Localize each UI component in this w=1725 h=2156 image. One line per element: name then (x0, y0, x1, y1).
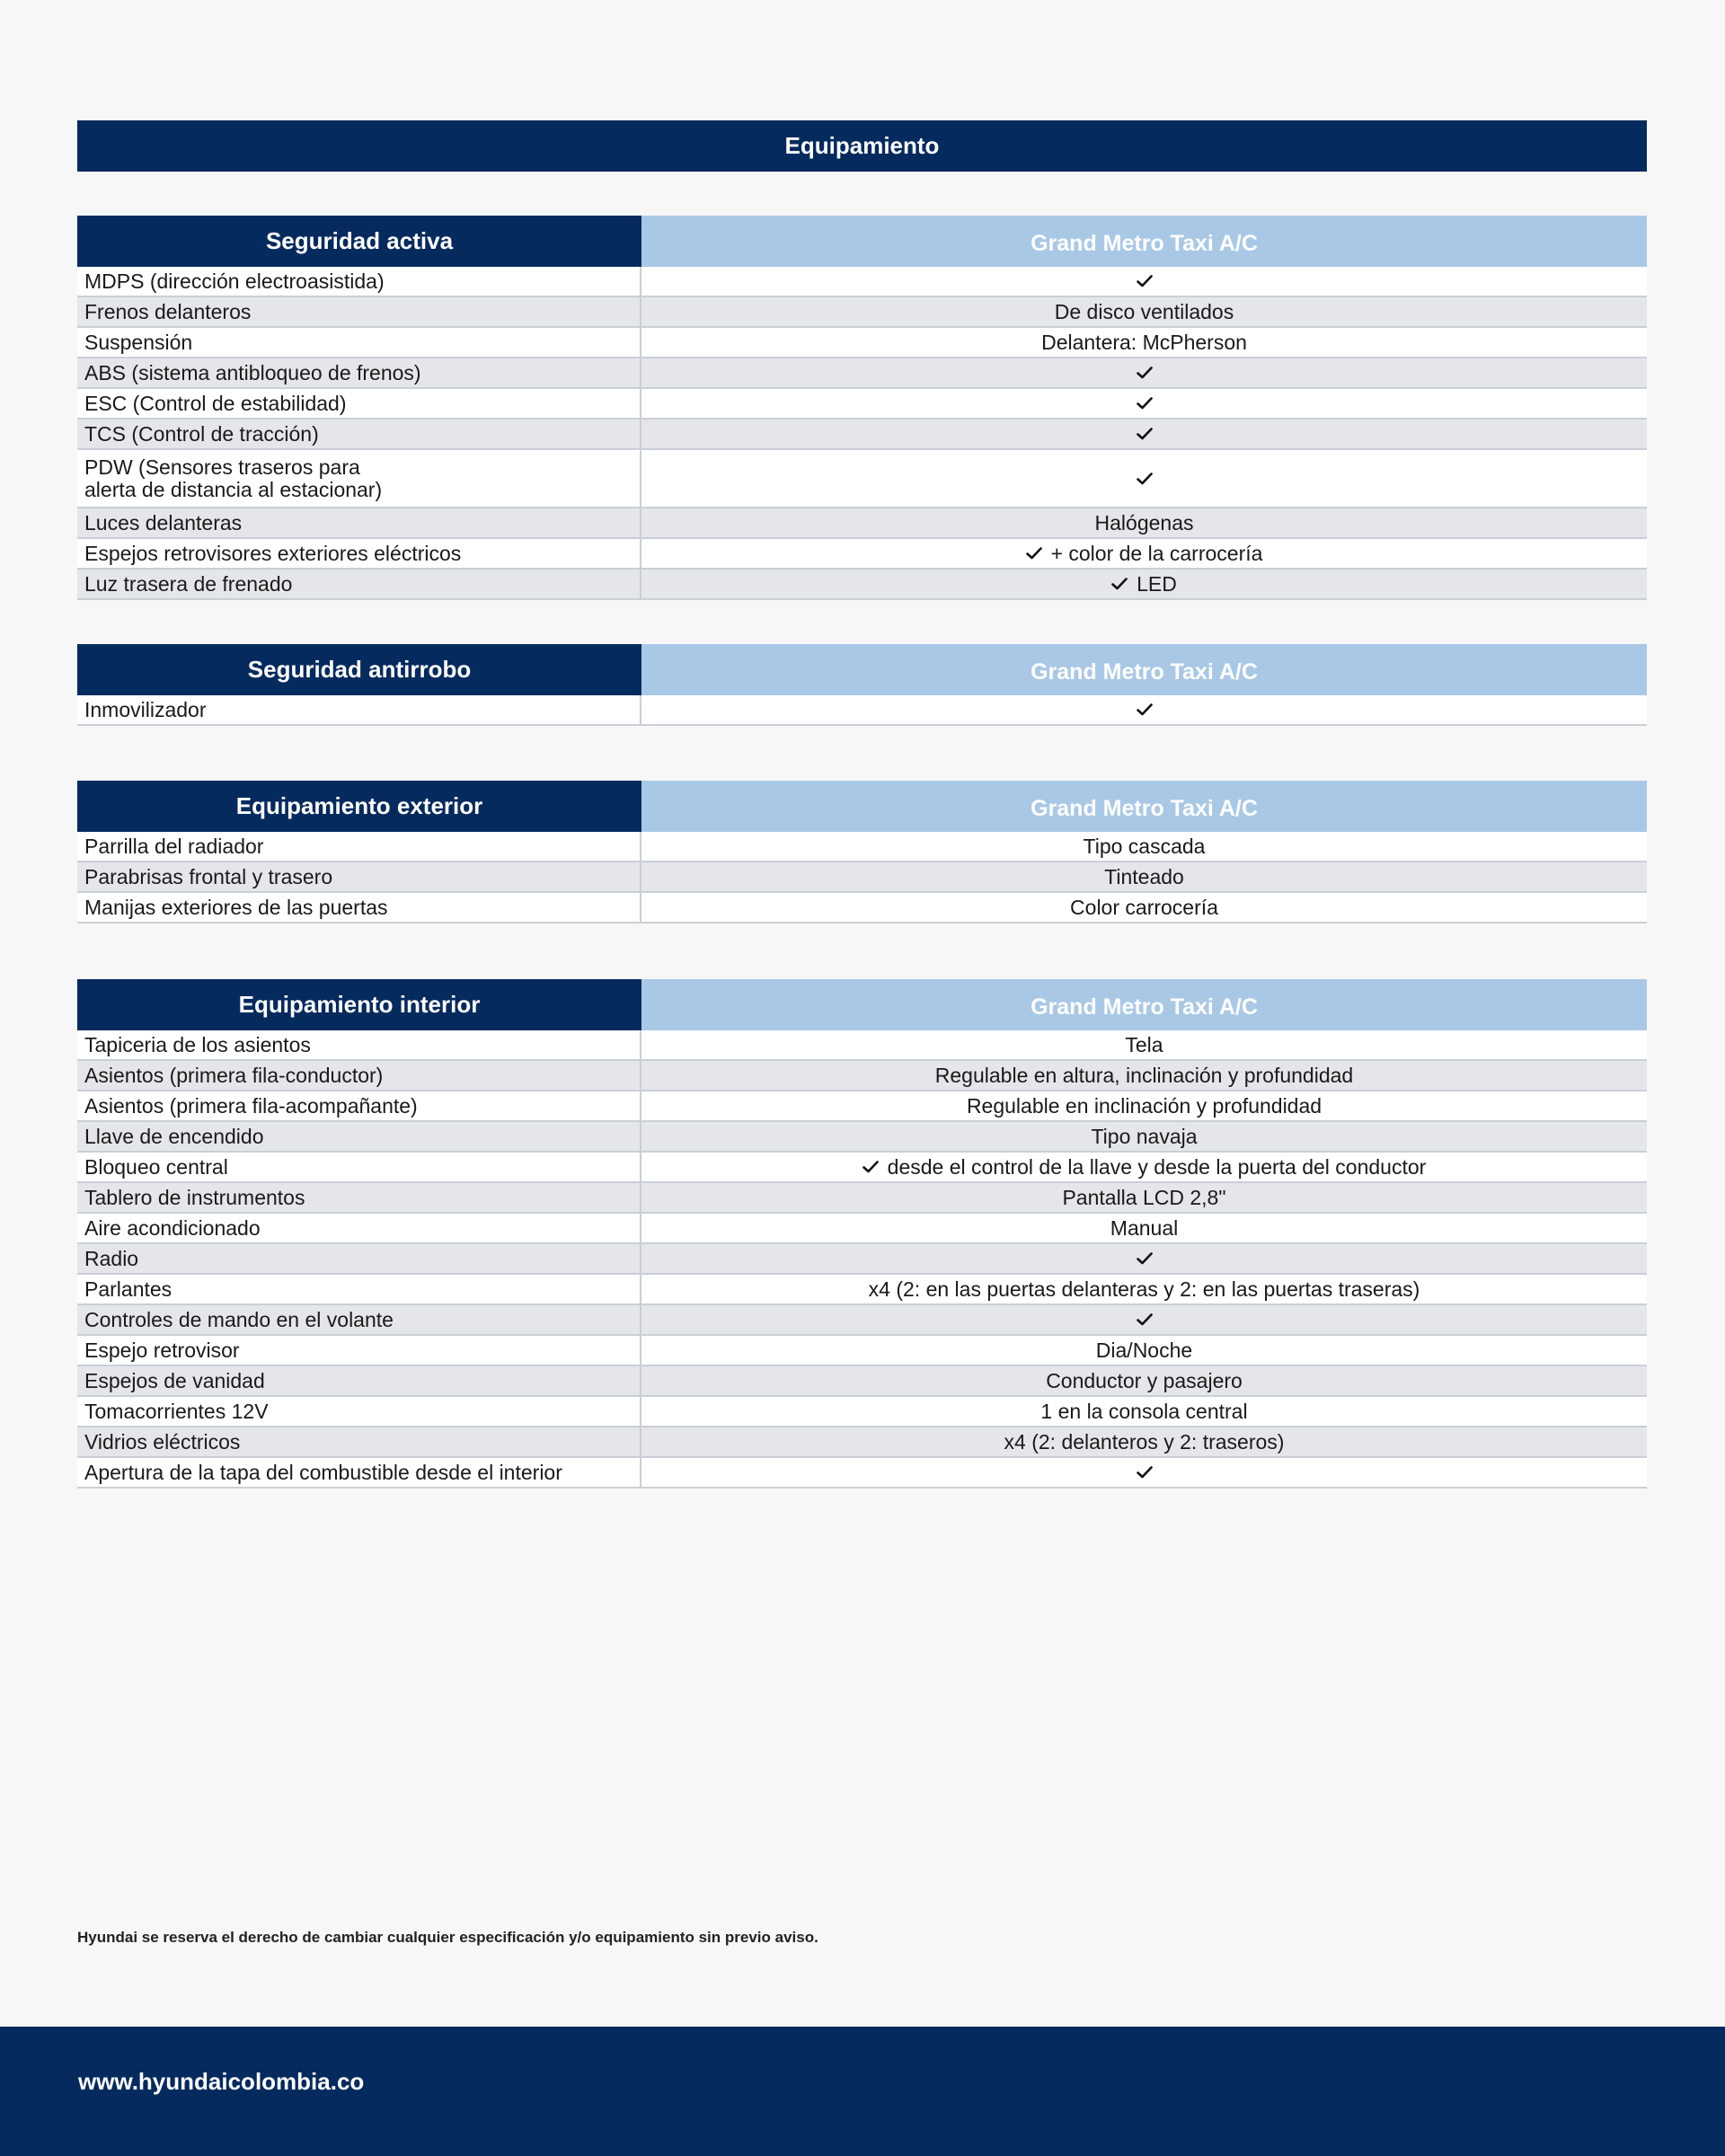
checkmark-icon (1111, 578, 1128, 590)
row-value-text: Dia/Noche (1095, 1338, 1193, 1362)
table-row (77, 1214, 1647, 1244)
row-label: Suspensión (77, 328, 641, 357)
row-value (641, 420, 1647, 448)
row-value (641, 1275, 1647, 1303)
row-value-text: Conductor y pasajero (1046, 1368, 1243, 1392)
checkmark-icon (1137, 428, 1153, 440)
row-value-text: x4 (2: delanteros y 2: traseros) (1004, 1429, 1285, 1454)
row-value (641, 539, 1647, 568)
table-row (77, 297, 1647, 328)
row-value-text: Regulable en altura, inclinación y profundidad (934, 1063, 1354, 1087)
row-label: Frenos delanteros (77, 297, 641, 326)
spec-table-body (77, 1030, 1647, 1489)
checkmark-icon (1137, 473, 1153, 485)
row-value (641, 862, 1647, 891)
row-value (641, 389, 1647, 418)
checkmark-icon (1137, 1313, 1153, 1326)
row-value-text: desde el control de la llave y desde la puerta del conductor (887, 1154, 1427, 1179)
table-row (77, 695, 1647, 726)
row-value (641, 1214, 1647, 1242)
row-label: Vidrios eléctricos (77, 1427, 641, 1456)
table-row (77, 1122, 1647, 1153)
row-label: Manijas exteriores de las puertas (77, 893, 641, 922)
row-value-text: x4 (2: en las puertas delanteras y 2: en las puertas traseras) (868, 1277, 1420, 1301)
table-row (77, 1366, 1647, 1397)
page-title: Equipamiento (77, 120, 1647, 172)
website-link[interactable]: www.hyundaicolombia.co (78, 2068, 365, 2095)
spec-table-header (77, 781, 1647, 832)
row-label: Espejos retrovisores exteriores eléctricos (77, 539, 641, 568)
row-value (641, 832, 1647, 861)
row-label: Parlantes (77, 1275, 641, 1303)
table-row (77, 1427, 1647, 1458)
row-label: Radio (77, 1244, 641, 1273)
row-value (641, 1122, 1647, 1151)
model-column-header: Grand Metro Taxi A/C (641, 644, 1647, 695)
checkmark-icon (1137, 275, 1153, 287)
spec-table-body (77, 695, 1647, 726)
row-label: Controles de mando en el volante (77, 1305, 641, 1334)
row-label: Luces delanteras (77, 508, 641, 537)
row-value (641, 1305, 1647, 1334)
row-value (641, 893, 1647, 922)
table-row (77, 1030, 1647, 1061)
row-value (641, 695, 1647, 724)
table-row (77, 570, 1647, 600)
row-value (641, 1244, 1647, 1273)
row-label: Parabrisas frontal y trasero (77, 862, 641, 891)
spec-table-header (77, 216, 1647, 267)
row-value (641, 1183, 1647, 1212)
row-value-text: Delantera: McPherson (1041, 330, 1247, 354)
row-label: Asientos (primera fila-acompañante) (77, 1091, 641, 1120)
row-label: ABS (sistema antibloqueo de frenos) (77, 358, 641, 387)
spec-table-header (77, 979, 1647, 1030)
table-row (77, 1397, 1647, 1427)
table-row (77, 1336, 1647, 1366)
row-value-text: Pantalla LCD 2,8" (1062, 1185, 1226, 1209)
row-value (641, 267, 1647, 296)
table-row (77, 1244, 1647, 1275)
row-value (641, 508, 1647, 537)
table-row (77, 1275, 1647, 1305)
row-value (641, 297, 1647, 326)
table-row (77, 420, 1647, 450)
row-value (641, 328, 1647, 357)
row-label: Apertura de la tapa del combustible desde el interior (77, 1458, 641, 1487)
row-label: MDPS (dirección electroasistida) (77, 267, 641, 296)
row-value (641, 1030, 1647, 1059)
row-label: Parrilla del radiador (77, 832, 641, 861)
row-label: Asientos (primera fila-conductor) (77, 1061, 641, 1090)
spec-table-header (77, 644, 1647, 695)
section-title: Seguridad antirrobo (77, 644, 641, 695)
table-row (77, 1183, 1647, 1214)
row-label: Tapiceria de los asientos (77, 1030, 641, 1059)
row-value (641, 1366, 1647, 1395)
row-value-text: Manual (1110, 1215, 1179, 1240)
checkmark-icon (1137, 367, 1153, 379)
row-value (641, 1458, 1647, 1487)
spec-table (77, 216, 1647, 600)
disclaimer-footnote: Hyundai se reserva el derecho de cambiar cualquier especificación y/o equipamiento sin previo aviso. (77, 1929, 818, 1946)
row-label: Espejos de vanidad (77, 1366, 641, 1395)
row-value (641, 358, 1647, 387)
model-column-header: Grand Metro Taxi A/C (641, 781, 1647, 832)
row-value (641, 450, 1647, 507)
table-row (77, 893, 1647, 923)
spec-table (77, 781, 1647, 923)
table-row (77, 328, 1647, 358)
row-label: Llave de encendido (77, 1122, 641, 1151)
row-value (641, 1061, 1647, 1090)
checkmark-icon (1026, 547, 1042, 560)
table-row (77, 1091, 1647, 1122)
table-row (77, 450, 1647, 508)
footer-bar (0, 2027, 1725, 2156)
row-label: Tomacorrientes 12V (77, 1397, 641, 1426)
row-value-text: Tela (1125, 1032, 1163, 1056)
row-value-text: Halógenas (1094, 510, 1194, 535)
row-label: Bloqueo central (77, 1153, 641, 1181)
checkmark-icon (1137, 1466, 1153, 1479)
row-label: Luz trasera de frenado (77, 570, 641, 598)
row-label: Espejo retrovisor (77, 1336, 641, 1365)
row-label: Aire acondicionado (77, 1214, 641, 1242)
checkmark-icon (862, 1161, 879, 1173)
row-value-text: 1 en la consola central (1040, 1399, 1248, 1423)
table-row (77, 539, 1647, 570)
table-row (77, 389, 1647, 420)
row-value-text: Tinteado (1104, 864, 1184, 888)
table-row (77, 1061, 1647, 1091)
checkmark-icon (1137, 703, 1153, 716)
row-label: TCS (Control de tracción) (77, 420, 641, 448)
table-row (77, 1305, 1647, 1336)
row-label: Inmovilizador (77, 695, 641, 724)
checkmark-icon (1137, 1252, 1153, 1265)
row-value (641, 1091, 1647, 1120)
table-row (77, 508, 1647, 539)
table-row (77, 832, 1647, 862)
model-column-header: Grand Metro Taxi A/C (641, 979, 1647, 1030)
row-value-text: De disco ventilados (1054, 299, 1234, 323)
table-row (77, 1458, 1647, 1489)
table-row (77, 358, 1647, 389)
row-label: Tablero de instrumentos (77, 1183, 641, 1212)
section-title: Equipamiento interior (77, 979, 641, 1030)
row-value (641, 1397, 1647, 1426)
row-value-text: + color de la carrocería (1050, 541, 1263, 565)
spec-table (77, 979, 1647, 1489)
row-value-text: Regulable en inclinación y profundidad (966, 1093, 1322, 1118)
spec-table-body (77, 267, 1647, 600)
section-title: Equipamiento exterior (77, 781, 641, 832)
spec-table (77, 644, 1647, 726)
checkmark-icon (1137, 397, 1153, 410)
row-label: PDW (Sensores traseros para alerta de distancia al estacionar) (77, 450, 641, 507)
section-title: Seguridad activa (77, 216, 641, 267)
model-column-header: Grand Metro Taxi A/C (641, 216, 1647, 267)
row-value-text: Tipo cascada (1083, 834, 1206, 858)
row-label: ESC (Control de estabilidad) (77, 389, 641, 418)
row-value-text: Color carrocería (1070, 895, 1218, 919)
table-row (77, 267, 1647, 297)
row-value (641, 570, 1647, 598)
table-row (77, 862, 1647, 893)
table-row (77, 1153, 1647, 1183)
row-value-text: LED (1137, 571, 1177, 596)
row-value-text: Tipo navaja (1091, 1124, 1198, 1148)
row-value (641, 1427, 1647, 1456)
row-value (641, 1336, 1647, 1365)
row-value (641, 1153, 1647, 1181)
spec-table-body (77, 832, 1647, 923)
